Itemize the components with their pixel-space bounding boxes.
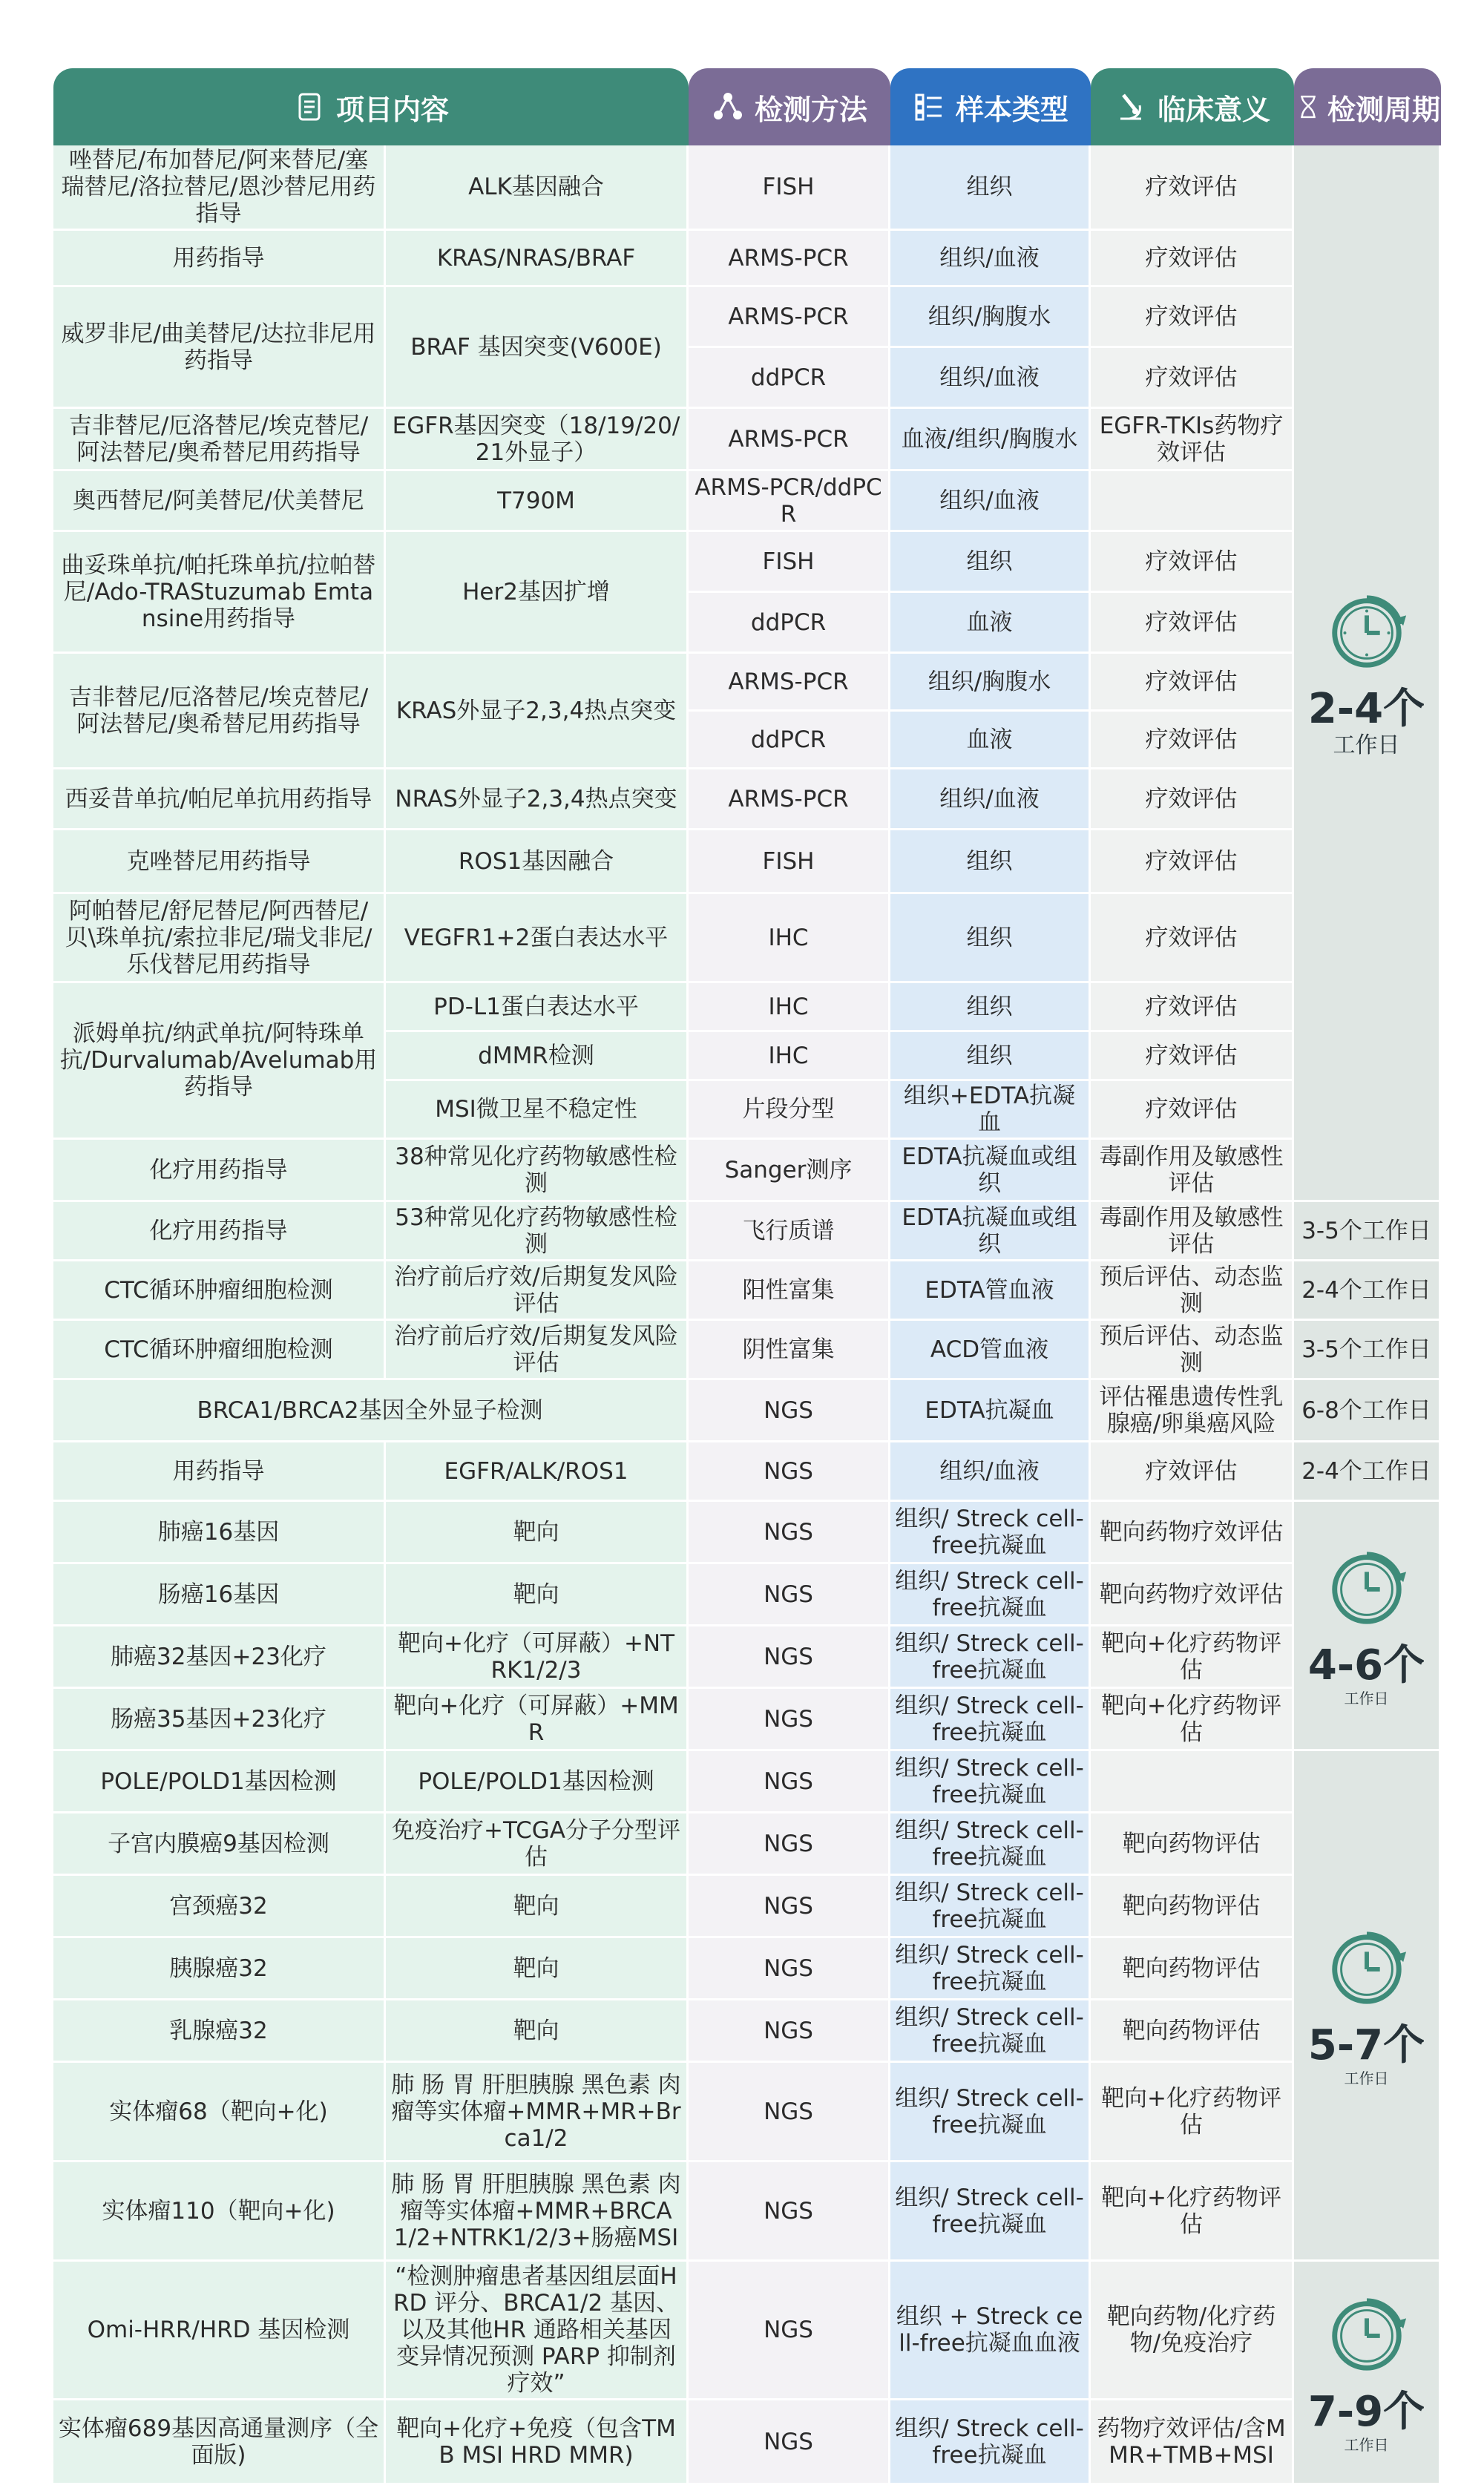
cycle-unit: 工作日	[1344, 2436, 1389, 2454]
project-name-cell: 乳腺癌32	[53, 2000, 386, 2063]
method-cell: IHC	[689, 894, 890, 983]
clinical-header-label: 临床意义	[1158, 93, 1271, 126]
method-cell: ddPCR	[689, 593, 890, 654]
sample-cell: 组织	[890, 830, 1091, 894]
method-cell: NGS	[689, 2162, 890, 2262]
clinical-cell: 毒副作用及敏感性评估	[1091, 1140, 1294, 1202]
clinical-cell: 疗效评估	[1091, 1081, 1294, 1140]
clock-icon	[1323, 588, 1411, 675]
table-row	[53, 2262, 1441, 2400]
sample-cell: 组织/胸腹水	[890, 287, 1091, 348]
table-row	[53, 1876, 1441, 1938]
document-icon	[293, 91, 326, 123]
table-row	[53, 1502, 1441, 1564]
clinical-cell	[1091, 471, 1294, 532]
table-row	[53, 1321, 1441, 1380]
table-row	[53, 231, 1441, 287]
project-name-cell: 派姆单抗/纳武单抗/阿特珠单抗/Durvalumab/Avelumab用药指导	[53, 983, 386, 1140]
sample-cell: 组织	[890, 1032, 1091, 1081]
sample-cell: 组织/血液	[890, 231, 1091, 287]
project-name-cell: 西妥昔单抗/帕尼单抗用药指导	[53, 769, 386, 830]
project-target-cell: KRAS外显子2,3,4热点突变	[386, 654, 689, 769]
test-catalog-sheet	[53, 68, 1441, 2485]
project-target-cell: EGFR基因突变（18/19/20/21外显子）	[386, 409, 689, 471]
clinical-cell: 靶向药物评估	[1091, 1876, 1294, 1938]
sample-header	[890, 68, 1091, 145]
sample-cell: EDTA抗凝血或组织	[890, 1202, 1091, 1261]
table-row	[53, 287, 1441, 348]
sample-cell: 组织/ Streck cell-free抗凝血	[890, 2400, 1091, 2485]
method-cell: NGS	[689, 1751, 890, 1813]
table-row	[53, 145, 1441, 231]
project-target-cell: 靶向	[386, 2000, 689, 2063]
project-name-cell: 化疗用药指导	[53, 1202, 386, 1261]
method-cell: ARMS-PCR	[689, 231, 890, 287]
table-row	[53, 2063, 1441, 2162]
clinical-cell: 疗效评估	[1091, 593, 1294, 654]
cycle-days: 2-4个	[1307, 684, 1425, 733]
project-name-cell: 实体瘤689基因高通量测序（全面版)	[53, 2400, 386, 2485]
clinical-cell: 靶向药物疗效评估	[1091, 1564, 1294, 1626]
method-cell: ARMS-PCR	[689, 409, 890, 471]
clinical-header	[1091, 68, 1294, 145]
clinical-cell: 靶向药物评估	[1091, 1938, 1294, 2000]
project-name-cell: 用药指导	[53, 231, 386, 287]
sample-cell: 组织/ Streck cell-free抗凝血	[890, 1938, 1091, 2000]
table-row	[53, 654, 1441, 712]
method-cell: FISH	[689, 145, 890, 231]
cycle-header	[1294, 68, 1441, 145]
method-cell: ARMS-PCR/ddPCR	[689, 471, 890, 532]
table-row	[53, 1140, 1441, 1202]
table-row	[53, 2000, 1441, 2063]
table-row	[53, 1380, 1441, 1442]
cycle-days: 4-6个	[1307, 1641, 1425, 1690]
method-cell: NGS	[689, 2262, 890, 2400]
clock-icon	[1323, 1924, 1411, 2012]
project-target-cell: PD-L1蛋白表达水平	[386, 983, 689, 1032]
project-name-cell: POLE/POLD1基因检测	[53, 1751, 386, 1813]
table-row	[53, 1442, 1441, 1502]
test-catalog-table	[53, 68, 1441, 2485]
table-row	[53, 1751, 1441, 1813]
project-target-cell: T790M	[386, 471, 689, 532]
project-name-cell: 化疗用药指导	[53, 1140, 386, 1202]
project-name-cell: 曲妥珠单抗/帕托珠单抗/拉帕替尼/Ado-TRAStuzumab Emtansine用药指导	[53, 532, 386, 654]
table-row	[53, 471, 1441, 532]
project-header-label: 项目内容	[336, 93, 450, 126]
clinical-cell: 疗效评估	[1091, 654, 1294, 712]
cycle-days: 7-9个	[1307, 2388, 1425, 2436]
project-name-cell: 实体瘤110（靶向+化)	[53, 2162, 386, 2262]
project-name-cell: 威罗非尼/曲美替尼/达拉非尼用药指导	[53, 287, 386, 409]
cycle-unit: 工作日	[1344, 1689, 1389, 1707]
sample-cell: 组织/胸腹水	[890, 654, 1091, 712]
project-target-cell: BRAF 基因突变(V600E)	[386, 287, 689, 409]
clinical-cell: 疗效评估	[1091, 830, 1294, 894]
sample-cell: 组织/血液	[890, 1442, 1091, 1502]
method-cell: 飞行质谱	[689, 1202, 890, 1261]
project-header	[53, 68, 689, 145]
clinical-cell: 靶向+化疗药物评估	[1091, 2063, 1294, 2162]
table-row	[53, 1261, 1441, 1321]
table-row	[53, 769, 1441, 830]
sample-cell: 组织/ Streck cell-free抗凝血	[890, 2000, 1091, 2063]
cycle-unit: 工作日	[1333, 732, 1400, 758]
method-cell: NGS	[689, 1502, 890, 1564]
clinical-cell: 疗效评估	[1091, 1032, 1294, 1081]
method-cell: 片段分型	[689, 1081, 890, 1140]
project-name-cell: 肺癌32基因+23化疗	[53, 1626, 386, 1689]
table-row	[53, 830, 1441, 894]
clinical-cell: 疗效评估	[1091, 532, 1294, 593]
table-row	[53, 1626, 1441, 1689]
project-target-cell: 治疗前后疗效/后期复发风险评估	[386, 1321, 689, 1380]
sample-cell: 组织+EDTA抗凝血	[890, 1081, 1091, 1140]
project-name-cell: 吉非替尼/厄洛替尼/埃克替尼/阿法替尼/奥希替尼用药指导	[53, 409, 386, 471]
clinical-cell: 疗效评估	[1091, 287, 1294, 348]
sample-cell: EDTA抗凝血	[890, 1380, 1091, 1442]
method-cell: NGS	[689, 1380, 890, 1442]
table-row	[53, 894, 1441, 983]
clinical-cell: 毒副作用及敏感性评估	[1091, 1202, 1294, 1261]
method-cell: NGS	[689, 1626, 890, 1689]
table-row	[53, 532, 1441, 593]
project-name-cell: 宫颈癌32	[53, 1876, 386, 1938]
cycle-cell: 2-4个工作日	[1294, 1442, 1441, 1502]
sample-cell: 组织/ Streck cell-free抗凝血	[890, 1689, 1091, 1751]
project-name-cell: 胰腺癌32	[53, 1938, 386, 2000]
project-target-cell: VEGFR1+2蛋白表达水平	[386, 894, 689, 983]
method-cell: 阴性富集	[689, 1321, 890, 1380]
table-row	[53, 1564, 1441, 1626]
project-name-cell: 肠癌35基因+23化疗	[53, 1689, 386, 1751]
hourglass-icon	[1295, 93, 1322, 120]
method-cell: NGS	[689, 2400, 890, 2485]
header-row	[53, 68, 1441, 145]
project-target-cell: NRAS外显子2,3,4热点突变	[386, 769, 689, 830]
project-name-cell: CTC循环肿瘤细胞检测	[53, 1321, 386, 1380]
project-name-cell: 用药指导	[53, 1442, 386, 1502]
sample-cell: 组织/ Streck cell-free抗凝血	[890, 1751, 1091, 1813]
project-name-cell: 子宫内膜癌9基因检测	[53, 1813, 386, 1876]
sample-cell: 组织/ Streck cell-free抗凝血	[890, 2063, 1091, 2162]
clinical-cell: 疗效评估	[1091, 983, 1294, 1032]
clinical-cell: 疗效评估	[1091, 712, 1294, 769]
project-name-cell: CTC循环肿瘤细胞检测	[53, 1261, 386, 1321]
sample-cell: 组织/ Streck cell-free抗凝血	[890, 1876, 1091, 1938]
method-cell: FISH	[689, 532, 890, 593]
project-name-cell: 克唑替尼用药指导	[53, 830, 386, 894]
sample-cell: 组织	[890, 983, 1091, 1032]
clinical-cell: 预后评估、动态监测	[1091, 1261, 1294, 1321]
cycle-group-4	[1294, 2262, 1441, 2485]
project-name-cell: 肠癌16基因	[53, 1564, 386, 1626]
method-header-label: 检测方法	[755, 93, 868, 126]
sample-cell: EDTA管血液	[890, 1261, 1091, 1321]
clinical-cell: 靶向药物评估	[1091, 1813, 1294, 1876]
project-target-cell: ROS1基因融合	[386, 830, 689, 894]
clock-icon	[1323, 2291, 1411, 2378]
method-cell: NGS	[689, 1442, 890, 1502]
microscope-icon	[1114, 91, 1147, 123]
cycle-group-3	[1294, 1751, 1441, 2262]
clinical-cell: 疗效评估	[1091, 894, 1294, 983]
molecule-icon	[712, 91, 744, 123]
clinical-cell: 疗效评估	[1091, 769, 1294, 830]
sample-header-label: 样本类型	[956, 93, 1069, 126]
project-target-cell: 肺 肠 胃 肝胆胰腺 黑色素 肉瘤等实体瘤+MMR+MR+Brca1/2	[386, 2063, 689, 2162]
project-name-cell: 肺癌16基因	[53, 1502, 386, 1564]
method-cell: NGS	[689, 2000, 890, 2063]
clinical-cell: 靶向药物/化疗药物/免疫治疗	[1091, 2262, 1294, 2400]
project-target-cell: 靶向+化疗+免疫（包含TMB MSI HRD MMR)	[386, 2400, 689, 2485]
project-name-cell: 阿帕替尼/舒尼替尼/阿西替尼/贝\珠单抗/索拉非尼/瑞戈非尼/乐伐替尼用药指导	[53, 894, 386, 983]
sample-cell: 组织	[890, 145, 1091, 231]
method-cell: NGS	[689, 1938, 890, 2000]
sample-cell: 组织	[890, 532, 1091, 593]
project-target-cell: 38种常见化疗药物敏感性检测	[386, 1140, 689, 1202]
project-name-cell: 奥西替尼/阿美替尼/伏美替尼	[53, 471, 386, 532]
method-cell: NGS	[689, 1876, 890, 1938]
clinical-cell: 靶向+化疗药物评估	[1091, 1689, 1294, 1751]
clinical-cell: 药物疗效评估/含MMR+TMB+MSI	[1091, 2400, 1294, 2485]
clock-icon	[1323, 1544, 1411, 1632]
project-target-cell: 免疫治疗+TCGA分子分型评估	[386, 1813, 689, 1876]
project-name-cell: Omi-HRR/HRD 基因检测	[53, 2262, 386, 2400]
method-cell: NGS	[689, 1564, 890, 1626]
clinical-cell: 疗效评估	[1091, 231, 1294, 287]
sample-cell: 组织/ Streck cell-free抗凝血	[890, 1813, 1091, 1876]
cycle-cell: 6-8个工作日	[1294, 1380, 1441, 1442]
clinical-cell: 靶向+化疗药物评估	[1091, 2162, 1294, 2262]
project-target-cell: EGFR/ALK/ROS1	[386, 1442, 689, 1502]
project-target-cell: 靶向	[386, 1876, 689, 1938]
sample-cell: 血液	[890, 593, 1091, 654]
project-target-cell: 治疗前后疗效/后期复发风险评估	[386, 1261, 689, 1321]
clinical-cell: EGFR-TKIs药物疗效评估	[1091, 409, 1294, 471]
sample-cell: 血液/组织/胸腹水	[890, 409, 1091, 471]
table-row	[53, 409, 1441, 471]
project-name-cell: 吉非替尼/厄洛替尼/埃克替尼/阿法替尼/奥希替尼用药指导	[53, 654, 386, 769]
project-target-cell: 肺 肠 胃 肝胆胰腺 黑色素 肉瘤等实体瘤+MMR+BRCA1/2+NTRK1/2/3+肠癌MSI	[386, 2162, 689, 2262]
table-row	[53, 1813, 1441, 1876]
table-row	[53, 2162, 1441, 2262]
project-target-cell: 53种常见化疗药物敏感性检测	[386, 1202, 689, 1261]
method-cell: IHC	[689, 1032, 890, 1081]
project-target-cell: dMMR检测	[386, 1032, 689, 1081]
clinical-cell: 靶向+化疗药物评估	[1091, 1626, 1294, 1689]
project-target-cell: 靶向+化疗（可屏蔽）+MMR	[386, 1689, 689, 1751]
table-row	[53, 1938, 1441, 2000]
method-cell: 阳性富集	[689, 1261, 890, 1321]
project-name-cell: 唑替尼/布加替尼/阿来替尼/塞瑞替尼/洛拉替尼/恩沙替尼用药指导	[53, 145, 386, 231]
method-cell: IHC	[689, 983, 890, 1032]
sample-cell: 组织 + Streck cell-free抗凝血血液	[890, 2262, 1091, 2400]
sample-cell: 组织/血液	[890, 348, 1091, 409]
method-cell: ARMS-PCR	[689, 654, 890, 712]
project-target-cell: 靶向	[386, 1938, 689, 2000]
cycle-cell: 3-5个工作日	[1294, 1202, 1441, 1261]
method-cell: NGS	[689, 1689, 890, 1751]
sample-cell: 组织/血液	[890, 769, 1091, 830]
clinical-cell: 评估罹患遗传性乳腺癌/卵巢癌风险	[1091, 1380, 1294, 1442]
method-cell: ARMS-PCR	[689, 769, 890, 830]
method-cell: FISH	[689, 830, 890, 894]
list-icon	[913, 91, 945, 123]
sample-cell: EDTA抗凝血或组织	[890, 1140, 1091, 1202]
clinical-cell: 疗效评估	[1091, 145, 1294, 231]
clinical-cell	[1091, 1751, 1294, 1813]
project-target-cell: “检测肿瘤患者基因组层面HRD 评分、BRCA1/2 基因、以及其他HR 通路相关基因变异情况预测 PARP 抑制剂疗效”	[386, 2262, 689, 2400]
project-name-cell: BRCA1/BRCA2基因全外显子检测	[53, 1380, 689, 1442]
project-target-cell: MSI微卫星不稳定性	[386, 1081, 689, 1140]
sample-cell: 组织/ Streck cell-free抗凝血	[890, 2162, 1091, 2262]
project-target-cell: KRAS/NRAS/BRAF	[386, 231, 689, 287]
method-cell: ddPCR	[689, 348, 890, 409]
cycle-unit: 工作日	[1344, 2069, 1389, 2087]
project-target-cell: 靶向+化疗（可屏蔽）+NTRK1/2/3	[386, 1626, 689, 1689]
table-row	[53, 1202, 1441, 1261]
cycle-cell: 3-5个工作日	[1294, 1321, 1441, 1380]
table-row	[53, 1689, 1441, 1751]
clinical-cell: 靶向药物评估	[1091, 2000, 1294, 2063]
cycle-cell: 2-4个工作日	[1294, 1261, 1441, 1321]
project-target-cell: ALK基因融合	[386, 145, 689, 231]
project-name-cell: 实体瘤68（靶向+化)	[53, 2063, 386, 2162]
sample-cell: 血液	[890, 712, 1091, 769]
project-target-cell: 靶向	[386, 1564, 689, 1626]
sample-cell: ACD管血液	[890, 1321, 1091, 1380]
cycle-group-2	[1294, 1502, 1441, 1751]
sample-cell: 组织/ Streck cell-free抗凝血	[890, 1626, 1091, 1689]
table-row	[53, 2400, 1441, 2485]
sample-cell: 组织/ Streck cell-free抗凝血	[890, 1564, 1091, 1626]
cycle-days: 5-7个	[1307, 2021, 1425, 2069]
table-row	[53, 983, 1441, 1032]
project-target-cell: POLE/POLD1基因检测	[386, 1751, 689, 1813]
method-cell: Sanger测序	[689, 1140, 890, 1202]
method-cell: NGS	[689, 1813, 890, 1876]
cycle-header-label: 检测周期	[1327, 93, 1441, 126]
clinical-cell: 预后评估、动态监测	[1091, 1321, 1294, 1380]
sample-cell: 组织/血液	[890, 471, 1091, 532]
method-cell: ARMS-PCR	[689, 287, 890, 348]
project-target-cell: Her2基因扩增	[386, 532, 689, 654]
clinical-cell: 疗效评估	[1091, 348, 1294, 409]
sample-cell: 组织	[890, 894, 1091, 983]
method-cell: NGS	[689, 2063, 890, 2162]
method-header	[689, 68, 890, 145]
project-target-cell: 靶向	[386, 1502, 689, 1564]
method-cell: ddPCR	[689, 712, 890, 769]
cycle-group-1	[1294, 145, 1441, 1202]
clinical-cell: 靶向药物疗效评估	[1091, 1502, 1294, 1564]
sample-cell: 组织/ Streck cell-free抗凝血	[890, 1502, 1091, 1564]
clinical-cell: 疗效评估	[1091, 1442, 1294, 1502]
